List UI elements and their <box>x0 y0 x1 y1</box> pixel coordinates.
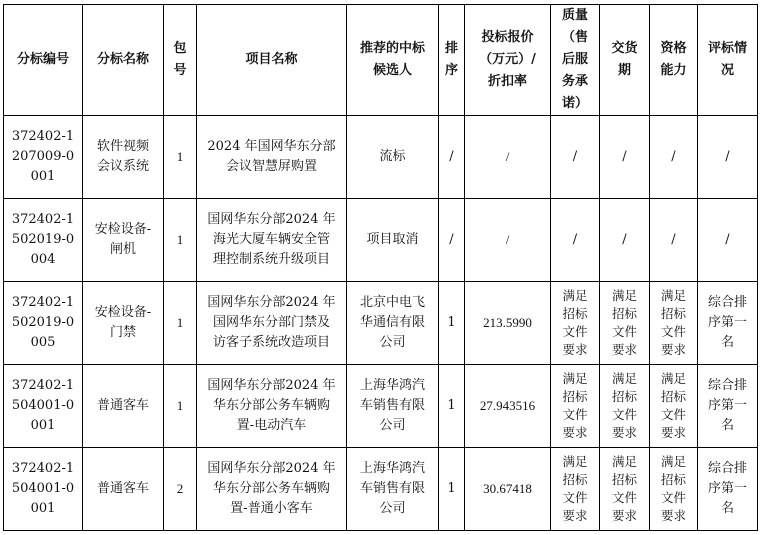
table-row <box>4 116 758 199</box>
cell-name: 普通客车 <box>83 448 164 531</box>
cell-rank: 1 <box>439 365 465 448</box>
cell-code: 372402-1 502019-0 004 <box>4 199 83 282</box>
cell-delivery: 满足 招标 文件 要求 <box>600 448 650 531</box>
header-name: 分标名称 <box>83 5 164 116</box>
cell-quality: 满足 招标 文件 要求 <box>551 365 600 448</box>
table-row <box>4 199 758 282</box>
cell-project: 2024 年国网华东分部 会议智慧屏购置 <box>197 116 347 199</box>
cell-review: / <box>698 199 758 282</box>
cell-name: 普通客车 <box>83 365 164 448</box>
cell-price: 27.943516 <box>465 365 551 448</box>
header-quality: 质量 （售 后服 务承 诺） <box>551 5 600 116</box>
cell-rank: 1 <box>439 282 465 365</box>
cell-price: / <box>465 116 551 199</box>
cell-rank: 1 <box>439 448 465 531</box>
cell-qualification: 满足 招标 文件 要求 <box>650 365 698 448</box>
bid-results-table <box>3 4 758 531</box>
cell-project: 国网华东分部2024 年 华东分部公务车辆购 置-普通小客车 <box>197 448 347 531</box>
table-row <box>4 365 758 448</box>
cell-name: 安检设备- 闸机 <box>83 199 164 282</box>
table-header-row <box>4 5 758 116</box>
header-price: 投标报价 （万元）/ 折扣率 <box>465 5 551 116</box>
cell-review: 综合排 序第一 名 <box>698 448 758 531</box>
table-row <box>4 282 758 365</box>
cell-project: 国网华东分部2024 年 华东分部公务车辆购 置-电动汽车 <box>197 365 347 448</box>
header-review: 评标情 况 <box>698 5 758 116</box>
header-rank: 排 序 <box>439 5 465 116</box>
header-package: 包 号 <box>164 5 197 116</box>
cell-package: 1 <box>164 199 197 282</box>
header-qualification: 资格 能力 <box>650 5 698 116</box>
cell-qualification: / <box>650 199 698 282</box>
cell-quality: 满足 招标 文件 要求 <box>551 282 600 365</box>
cell-package: 2 <box>164 448 197 531</box>
cell-price: 213.5990 <box>465 282 551 365</box>
cell-project: 国网华东分部2024 年 国网华东分部门禁及 访客子系统改造项目 <box>197 282 347 365</box>
cell-price: / <box>465 199 551 282</box>
table-row <box>4 448 758 531</box>
cell-qualification: 满足 招标 文件 要求 <box>650 448 698 531</box>
cell-code: 372402-1 504001-0 001 <box>4 448 83 531</box>
header-candidate: 推荐的中标 候选人 <box>347 5 439 116</box>
cell-review: 综合排 序第一 名 <box>698 365 758 448</box>
cell-delivery: / <box>600 199 650 282</box>
cell-review: 综合排 序第一 名 <box>698 282 758 365</box>
header-delivery: 交货 期 <box>600 5 650 116</box>
header-project: 项目名称 <box>197 5 347 116</box>
cell-code: 372402-1 207009-0 001 <box>4 116 83 199</box>
cell-quality: / <box>551 199 600 282</box>
cell-quality: 满足 招标 文件 要求 <box>551 448 600 531</box>
cell-delivery: 满足 招标 文件 要求 <box>600 282 650 365</box>
cell-package: 1 <box>164 116 197 199</box>
cell-candidate: 上海华鸿汽 车销售有限 公司 <box>347 448 439 531</box>
cell-candidate: 上海华鸿汽 车销售有限 公司 <box>347 365 439 448</box>
cell-name: 软件视频 会议系统 <box>83 116 164 199</box>
cell-package: 1 <box>164 365 197 448</box>
cell-project: 国网华东分部2024 年 海光大厦车辆安全管 理控制系统升级项目 <box>197 199 347 282</box>
cell-rank: / <box>439 116 465 199</box>
cell-code: 372402-1 504001-0 001 <box>4 365 83 448</box>
cell-name: 安检设备- 门禁 <box>83 282 164 365</box>
cell-candidate: 项目取消 <box>347 199 439 282</box>
cell-qualification: / <box>650 116 698 199</box>
header-code: 分标编号 <box>4 5 83 116</box>
cell-candidate: 流标 <box>347 116 439 199</box>
cell-rank: / <box>439 199 465 282</box>
cell-review: / <box>698 116 758 199</box>
cell-qualification: 满足 招标 文件 要求 <box>650 282 698 365</box>
cell-package: 1 <box>164 282 197 365</box>
cell-delivery: / <box>600 116 650 199</box>
cell-candidate: 北京中电飞 华通信有限 公司 <box>347 282 439 365</box>
cell-quality: / <box>551 116 600 199</box>
cell-code: 372402-1 502019-0 005 <box>4 282 83 365</box>
cell-price: 30.67418 <box>465 448 551 531</box>
cell-delivery: 满足 招标 文件 要求 <box>600 365 650 448</box>
